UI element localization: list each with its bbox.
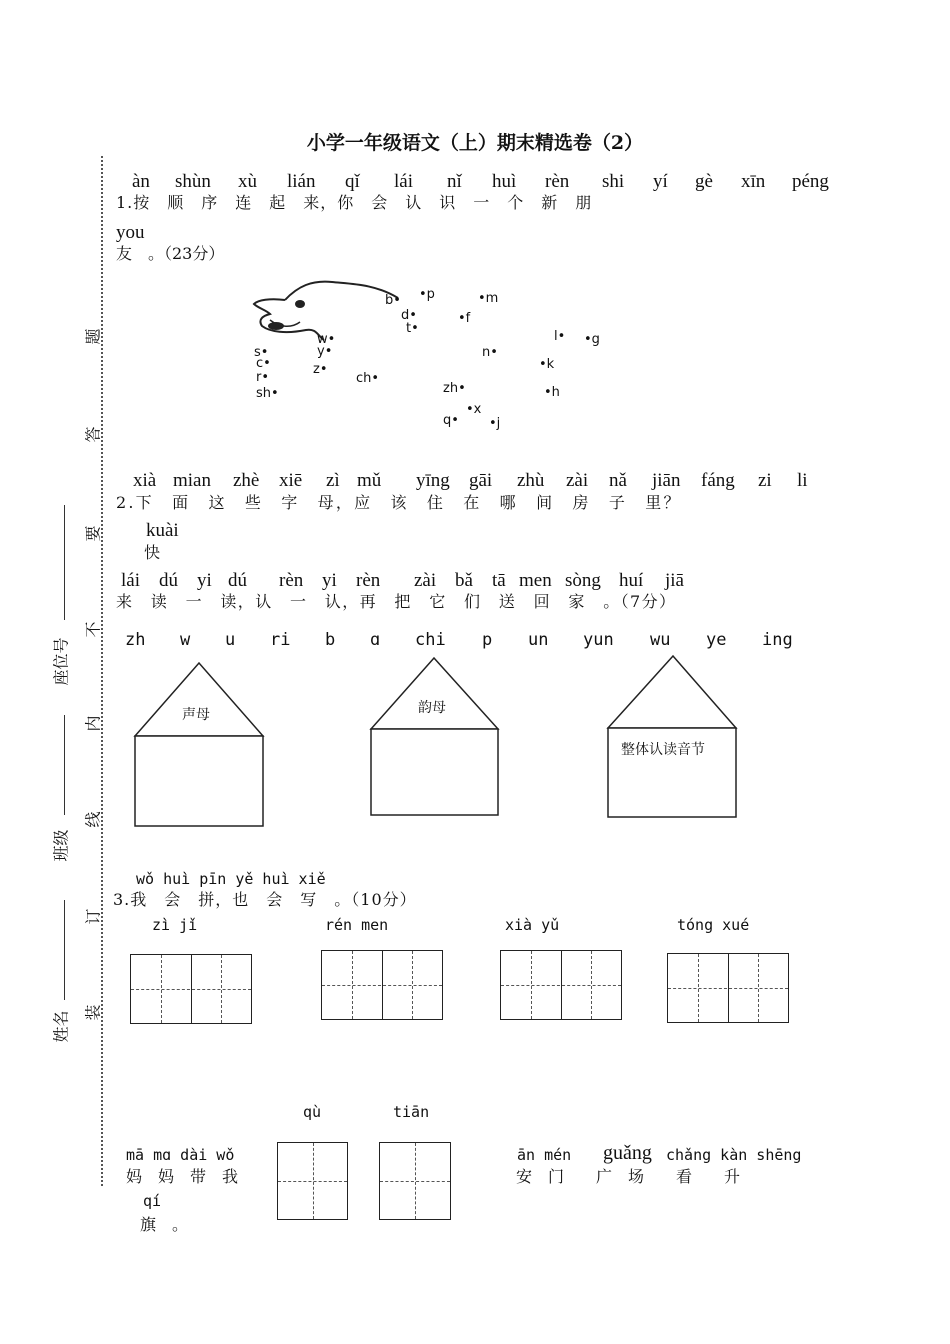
syllable-item: u [225, 630, 236, 650]
dot-icon: • [409, 308, 417, 323]
letter-dot-z[interactable] [313, 362, 328, 377]
letter-label: f [465, 311, 471, 326]
letter-dot-n[interactable] [482, 345, 498, 360]
letter-dot-f[interactable] [458, 311, 470, 326]
writing-grid-xiayu[interactable] [500, 950, 622, 1020]
house-initials[interactable] [134, 662, 264, 827]
dot-icon: • [458, 381, 466, 396]
house-finals[interactable] [370, 657, 500, 817]
letter-label: sh [256, 386, 272, 401]
syllable-item: chi [415, 630, 446, 650]
pinyin-syllable: lái [121, 570, 140, 591]
binding-dotted-line [101, 156, 103, 1186]
margin-char: 不 [83, 621, 103, 638]
letter-dot-r[interactable] [256, 370, 269, 385]
letter-dot-m[interactable] [478, 291, 498, 306]
pinyin-syllable: jiā [665, 570, 684, 591]
letter-label: d [401, 308, 410, 323]
word-pinyin-4: tóng xué [677, 916, 750, 934]
letter-dot-q[interactable] [443, 413, 459, 428]
margin-char: 订 [83, 908, 103, 925]
q1-prompt-2: 友 。（23分） [116, 244, 225, 263]
letter-dot-b[interactable] [385, 293, 401, 308]
letter-label: k [546, 357, 555, 372]
dot-icon: • [271, 386, 279, 401]
dot-icon: • [411, 321, 419, 336]
dot-icon: • [393, 293, 401, 308]
syllable-item: b [325, 630, 336, 650]
house-finals-label: 韵母 [418, 700, 446, 716]
syllable-item: zh [125, 630, 146, 650]
box-pinyin-qu: qù [303, 1103, 322, 1121]
sentence-pinyin-left: mā mɑ dài wǒ [126, 1146, 235, 1164]
syllable-item: p [482, 630, 493, 650]
dot-icon: • [419, 287, 427, 302]
q2-pinyin-b: kuài [146, 520, 179, 541]
pinyin-syllable: lái [394, 171, 413, 192]
pinyin-syllable: zài [414, 570, 437, 591]
name-blank[interactable] [64, 900, 66, 1000]
writing-grid-tongxue[interactable] [667, 953, 789, 1023]
letter-dot-k[interactable] [539, 357, 554, 372]
pinyin-syllable: péng [792, 171, 829, 192]
dot-icon: • [539, 357, 547, 372]
syllable-item: un [528, 630, 549, 650]
pinyin-syllable: zhù [517, 470, 545, 491]
letter-dot-g[interactable] [584, 332, 600, 347]
pinyin-syllable: yīng [416, 470, 450, 491]
pinyin-syllable: sòng [565, 570, 601, 591]
pinyin-syllable: dú [159, 570, 178, 591]
q2-prompt: 2.下 面 这 些 字 母，应 该 住 在 哪 间 房 子 里？ [116, 493, 682, 512]
dot-icon: • [324, 344, 333, 359]
pinyin-syllable: zi [758, 470, 772, 491]
pinyin-syllable: rèn [545, 171, 570, 192]
seat-blank[interactable] [64, 505, 66, 620]
writing-grid-ziji[interactable] [130, 954, 252, 1024]
class-blank[interactable] [64, 715, 66, 815]
dot-icon: • [466, 402, 474, 417]
word-pinyin-1: zì jǐ [152, 916, 198, 934]
q1-pinyin-2: you [116, 222, 145, 243]
syllable-item: ri [270, 630, 291, 650]
letter-dot-l[interactable] [554, 329, 565, 344]
letter-dot-sh[interactable] [256, 386, 279, 401]
letter-label: q [443, 413, 452, 428]
letter-dot-t[interactable] [406, 321, 419, 336]
syllable-item: ɑ [370, 630, 381, 650]
letter-label: ch [356, 371, 372, 386]
letter-label: z [313, 362, 320, 377]
q1-prompt: 1.按 顺 序 连 起 来，你 会 认 识 一 个 新 朋 [116, 193, 593, 212]
letter-dot-zh[interactable] [443, 381, 466, 396]
class-label: 班级 [51, 829, 71, 862]
pinyin-syllable: dú [228, 570, 247, 591]
sentence-hanzi-left: 妈 妈 带 我 [126, 1167, 239, 1186]
pinyin-syllable: yí [653, 171, 668, 192]
pinyin-syllable: huí [619, 570, 644, 591]
pinyin-syllable: li [797, 470, 808, 491]
pinyin-syllable: shi [602, 171, 625, 192]
margin-char: 装 [83, 1004, 103, 1021]
q2-prompt-b: 快 [144, 543, 161, 562]
pinyin-syllable: rèn [279, 570, 304, 591]
letter-label: x [473, 402, 482, 417]
letter-label: y [317, 344, 325, 359]
letter-label: p [426, 287, 435, 302]
letter-label: m [485, 291, 499, 306]
letter-label: b [385, 293, 394, 308]
pinyin-syllable: xiē [279, 470, 303, 491]
q3-pinyin: wǒ huì pīn yě huì xiě [136, 870, 326, 888]
end-pinyin: qí [143, 1192, 162, 1210]
syllable-item: ing [762, 630, 793, 650]
dot-icon: • [478, 291, 486, 306]
name-label: 姓名 [51, 1010, 71, 1043]
page-title: 小学一年级语文（上）期末精选卷（2） [306, 132, 644, 154]
pinyin-syllable: nǐ [447, 171, 462, 192]
letter-dot-j[interactable] [489, 416, 500, 431]
pinyin-syllable: zì [326, 470, 340, 491]
dot-icon: • [490, 345, 498, 360]
pinyin-syllable: zhè [233, 470, 260, 491]
q3-prompt: 3.我 会 拼，也 会 写 。（10分） [113, 890, 417, 909]
pinyin-syllable: shùn [175, 171, 211, 192]
pinyin-syllable: fáng [701, 470, 735, 491]
house-whole-label: 整体认读音节 [621, 742, 705, 758]
syllable-item: ye [706, 630, 727, 650]
house-initials-label: 声母 [182, 707, 210, 723]
pinyin-syllable: lián [287, 171, 316, 192]
word-pinyin-3: xià yǔ [505, 916, 560, 934]
syllable-item: wu [650, 630, 671, 650]
pinyin-syllable: jiān [652, 470, 681, 491]
margin-char: 要 [83, 525, 103, 542]
letter-dot-h[interactable] [544, 385, 560, 400]
letter-label: zh [443, 381, 459, 396]
letter-dot-y[interactable] [317, 344, 332, 359]
pinyin-syllable: xīn [741, 171, 766, 192]
dot-icon: • [327, 332, 336, 347]
seat-label: 座位号 [51, 637, 71, 686]
sentence-pinyin-right-a: ān mén [517, 1146, 572, 1164]
pinyin-syllable: yi [197, 570, 212, 591]
pinyin-syllable: gè [695, 171, 713, 192]
end-hanzi: 旗 。 [140, 1215, 189, 1234]
dot-icon: • [544, 385, 552, 400]
pinyin-syllable: àn [132, 171, 150, 192]
pinyin-syllable: xù [238, 171, 257, 192]
pinyin-syllable: xià [133, 470, 157, 491]
letter-label: c [256, 356, 264, 371]
pinyin-syllable: mian [173, 470, 211, 491]
pinyin-syllable: mǔ [357, 470, 382, 491]
letter-label: n [482, 345, 491, 360]
box-pinyin-tian: tiān [393, 1103, 430, 1121]
syllable-item: yun [583, 630, 614, 650]
dot-icon: • [557, 329, 566, 344]
letter-dot-p[interactable] [419, 287, 435, 302]
dot-icon: • [261, 370, 270, 385]
syllable-item: w [180, 630, 191, 650]
house-whole-syllables[interactable] [607, 655, 737, 819]
letter-label: g [591, 332, 600, 347]
letter-label: w [317, 332, 328, 347]
letter-label: h [551, 385, 560, 400]
margin-char: 线 [83, 811, 103, 828]
sentence-hanzi-right: 安 门 广 场 看 升 [516, 1167, 741, 1186]
margin-char: 题 [83, 328, 103, 345]
q2-prompt-c: 来 读 一 读，认 一 认，再 把 它 们 送 回 家 。（7分） [116, 592, 677, 611]
letter-label: t [406, 321, 412, 336]
letter-label: s [254, 345, 261, 360]
pinyin-syllable: yi [322, 570, 337, 591]
dot-icon: • [319, 362, 328, 377]
pinyin-syllable: bǎ [455, 570, 473, 591]
sentence-pinyin-right-b: guǎng [603, 1142, 652, 1164]
pinyin-syllable: rèn [356, 570, 381, 591]
pinyin-syllable: qǐ [345, 171, 360, 192]
pinyin-syllable: gāi [469, 470, 493, 491]
pinyin-syllable: zài [566, 470, 589, 491]
word-pinyin-2: rén men [325, 916, 389, 934]
dot-icon: • [260, 345, 269, 360]
letter-dot-x[interactable] [466, 402, 481, 417]
letter-dot-c[interactable] [256, 356, 271, 371]
dot-icon: • [458, 311, 466, 326]
writing-box-tian[interactable] [379, 1142, 451, 1220]
pinyin-syllable: tā [492, 570, 506, 591]
pinyin-syllable: men [519, 570, 552, 591]
letter-label: r [256, 370, 262, 385]
margin-char: 内 [83, 715, 103, 732]
dot-icon: • [584, 332, 592, 347]
sentence-pinyin-right-c: chǎng kàn shēng [666, 1146, 802, 1164]
margin-char: 答 [83, 426, 103, 443]
writing-grid-renmen[interactable] [321, 950, 443, 1020]
dot-icon: • [263, 356, 271, 371]
pinyin-syllable: nǎ [609, 470, 627, 491]
letter-label: j [496, 416, 501, 431]
letter-label: l [554, 329, 558, 344]
letter-dot-ch[interactable] [356, 371, 379, 386]
writing-box-qu[interactable] [277, 1142, 348, 1220]
pinyin-syllable: huì [492, 171, 517, 192]
dot-icon: • [371, 371, 380, 386]
dot-icon: • [451, 413, 459, 428]
dot-icon: • [489, 416, 497, 431]
